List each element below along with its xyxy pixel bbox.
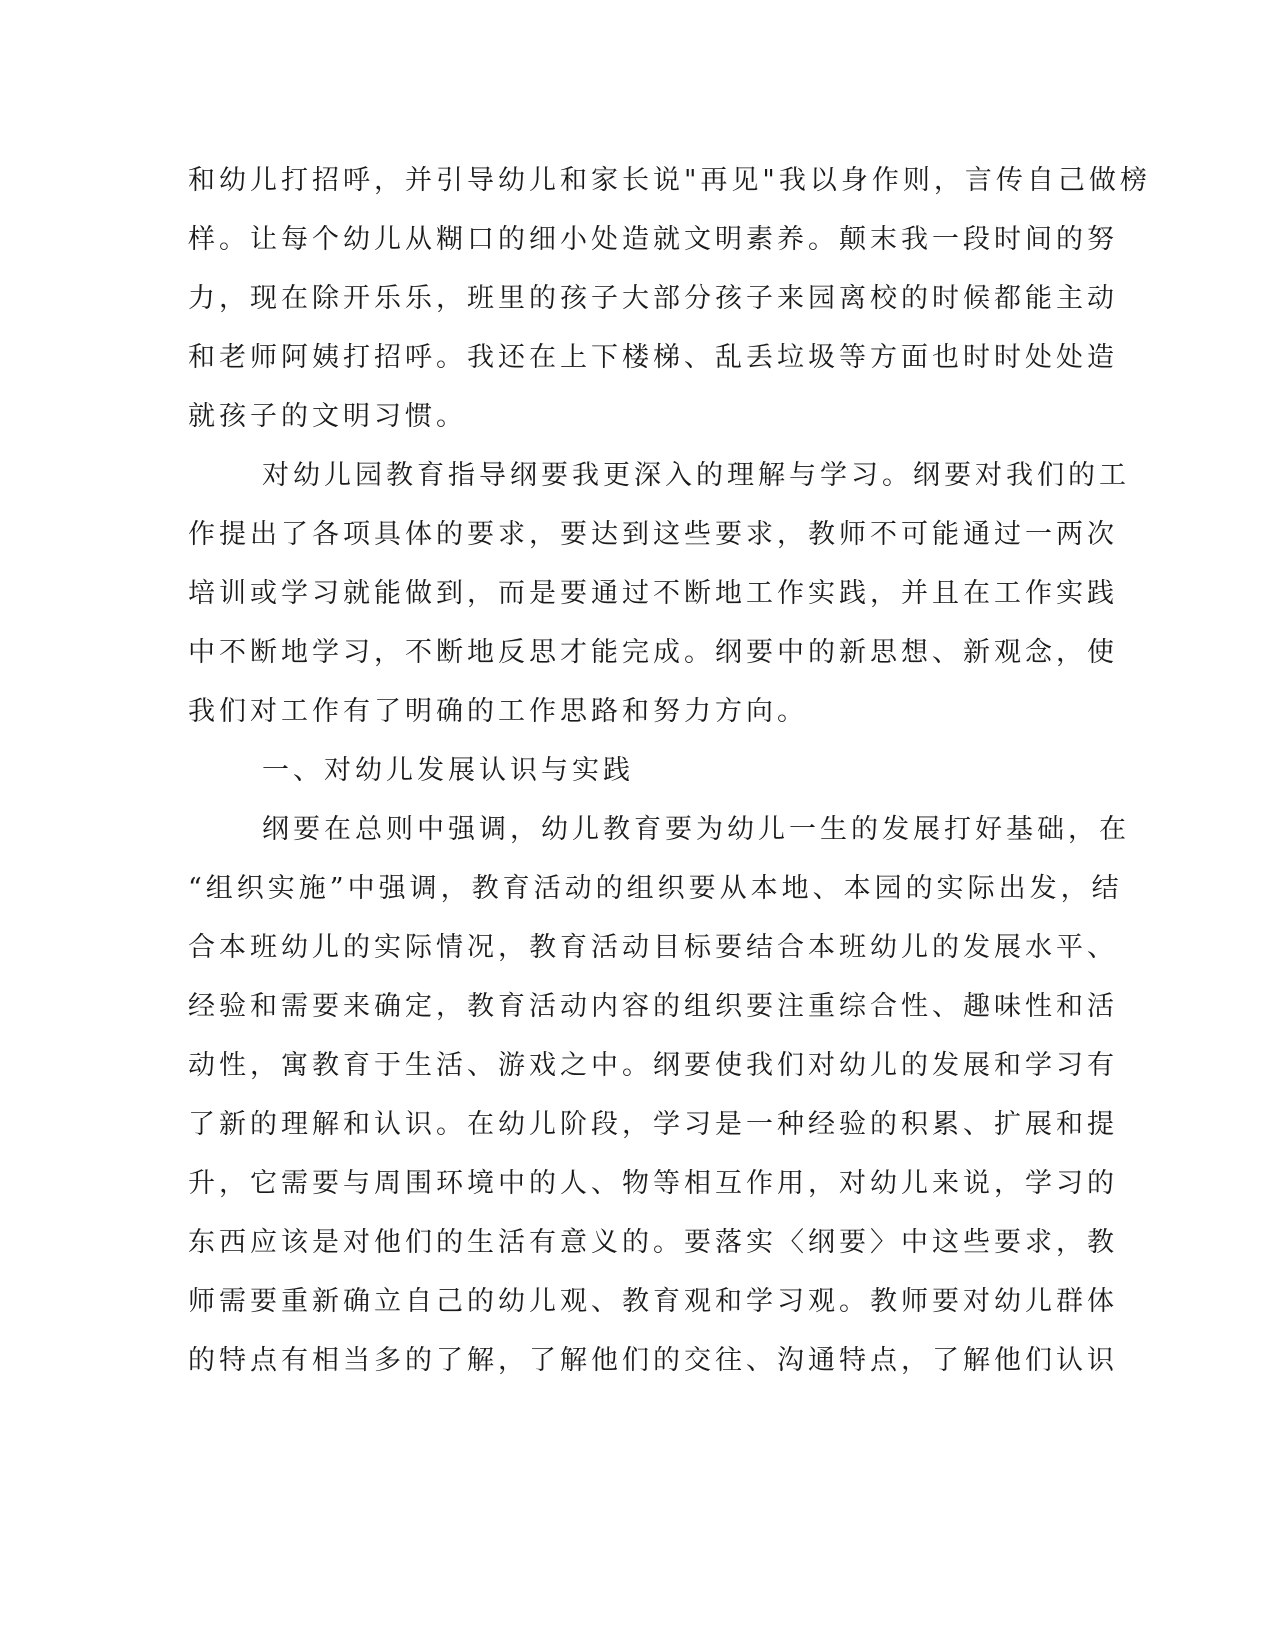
paragraph-line: 和老师阿姨打招呼。我还在上下楼梯、乱丢垃圾等方面也时时处处造: [188, 342, 1118, 373]
section-heading: 一、对幼儿发展认识与实践: [262, 755, 634, 786]
paragraph-line: 力，现在除开乐乐，班里的孩子大部分孩子来园离校的时候都能主动: [188, 283, 1118, 314]
paragraph-line: 师需要重新确立自己的幼儿观、教育观和学习观。教师要对幼儿群体: [188, 1286, 1118, 1317]
paragraph-line: 培训或学习就能做到，而是要通过不断地工作实践，并且在工作实践: [188, 578, 1118, 609]
paragraph-line: 了新的理解和认识。在幼儿阶段，学习是一种经验的积累、扩展和提: [188, 1109, 1118, 1140]
paragraph-line: 经验和需要来确定，教育活动内容的组织要注重综合性、趣味性和活: [188, 991, 1118, 1022]
paragraph-line: 我们对工作有了明确的工作思路和努力方向。: [188, 696, 808, 727]
paragraph-line: 的特点有相当多的了解，了解他们的交往、沟通特点，了解他们认识: [188, 1345, 1118, 1376]
paragraph-line: 就孩子的文明习惯。: [188, 401, 467, 432]
paragraph-line: 纲要在总则中强调，幼儿教育要为幼儿一生的发展打好基础，在: [262, 814, 1130, 845]
paragraph-line: “组织实施”中强调，教育活动的组织要从本地、本园的实际出发，结: [188, 873, 1123, 904]
paragraph-line: 和幼儿打招呼，并引导幼儿和家长说"再见"我以身作则，言传自己做榜: [188, 165, 1151, 196]
paragraph-line: 作提出了各项具体的要求，要达到这些要求，教师不可能通过一两次: [188, 519, 1118, 550]
paragraph-line: 中不断地学习，不断地反思才能完成。纲要中的新思想、新观念，使: [188, 637, 1118, 668]
paragraph-line: 升，它需要与周围环境中的人、物等相互作用，对幼儿来说，学习的: [188, 1168, 1118, 1199]
paragraph-line: 动性，寓教育于生活、游戏之中。纲要使我们对幼儿的发展和学习有: [188, 1050, 1118, 1081]
paragraph-line: 样。让每个幼儿从糊口的细小处造就文明素养。颠末我一段时间的努: [188, 224, 1118, 255]
paragraph-line: 对幼儿园教育指导纲要我更深入的理解与学习。纲要对我们的工: [262, 460, 1130, 491]
paragraph-line: 合本班幼儿的实际情况，教育活动目标要结合本班幼儿的发展水平、: [188, 932, 1118, 963]
paragraph-line: 东西应该是对他们的生活有意义的。要落实〈纲要〉中这些要求，教: [188, 1227, 1118, 1258]
